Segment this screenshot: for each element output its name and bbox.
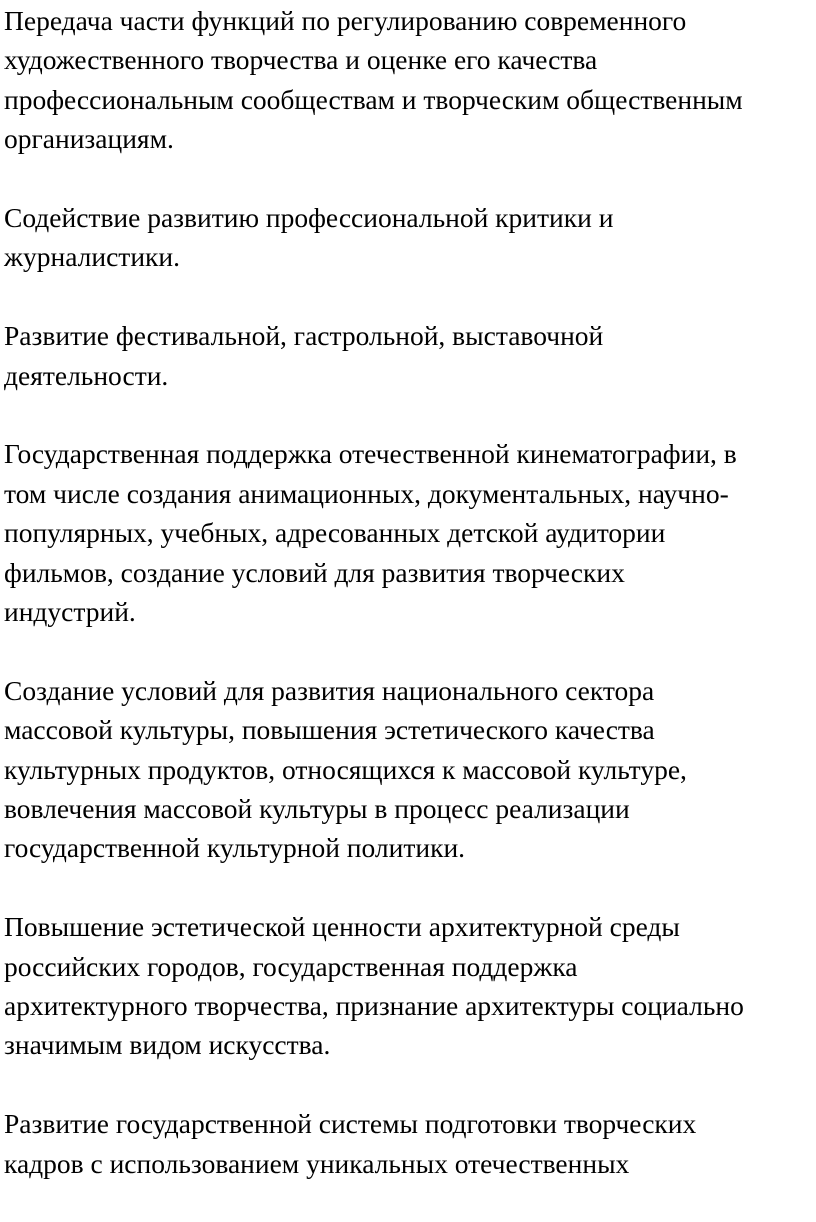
paragraph-festival-touring: Развитие фестивальной, гастрольной, выставочной деятельности. <box>4 320 604 391</box>
paragraph-mass-culture: Создание условий для развития национального сектора массовой культуры, повышения эстетического качества культурных продуктов, относящихся к массовой культуре, вовлечения массовой культуры в процесс реализации государственной культурной политики. <box>4 674 687 864</box>
paragraph-creative-training: Развитие государственной системы подготовки творческих кадров с использованием уникальных отечественных <box>4 1108 697 1179</box>
document-page <box>4 0 816 1222</box>
paragraph-criticism-journalism: Содействие развитию профессиональной критики и журналистики. <box>4 202 614 273</box>
paragraph-architecture: Повышение эстетической ценности архитектурной среды российских городов, государственная поддержка архитектурного творчества, признание архитектуры социально значимым видом искусства. <box>4 911 744 1061</box>
paragraph-creative-regulation: Передача части функций по регулированию современного художественного творчества и оценке его качества профессиональным сообществам и творческим общественным организациям. <box>4 5 743 155</box>
paragraph-cinematography-support: Государственная поддержка отечественной кинематографии, в том числе создания анимационных, документальных, научно- популярных, учебных, адресованных детской аудитории фильмов, создание условий для развития творческих индустрий. <box>4 438 737 628</box>
